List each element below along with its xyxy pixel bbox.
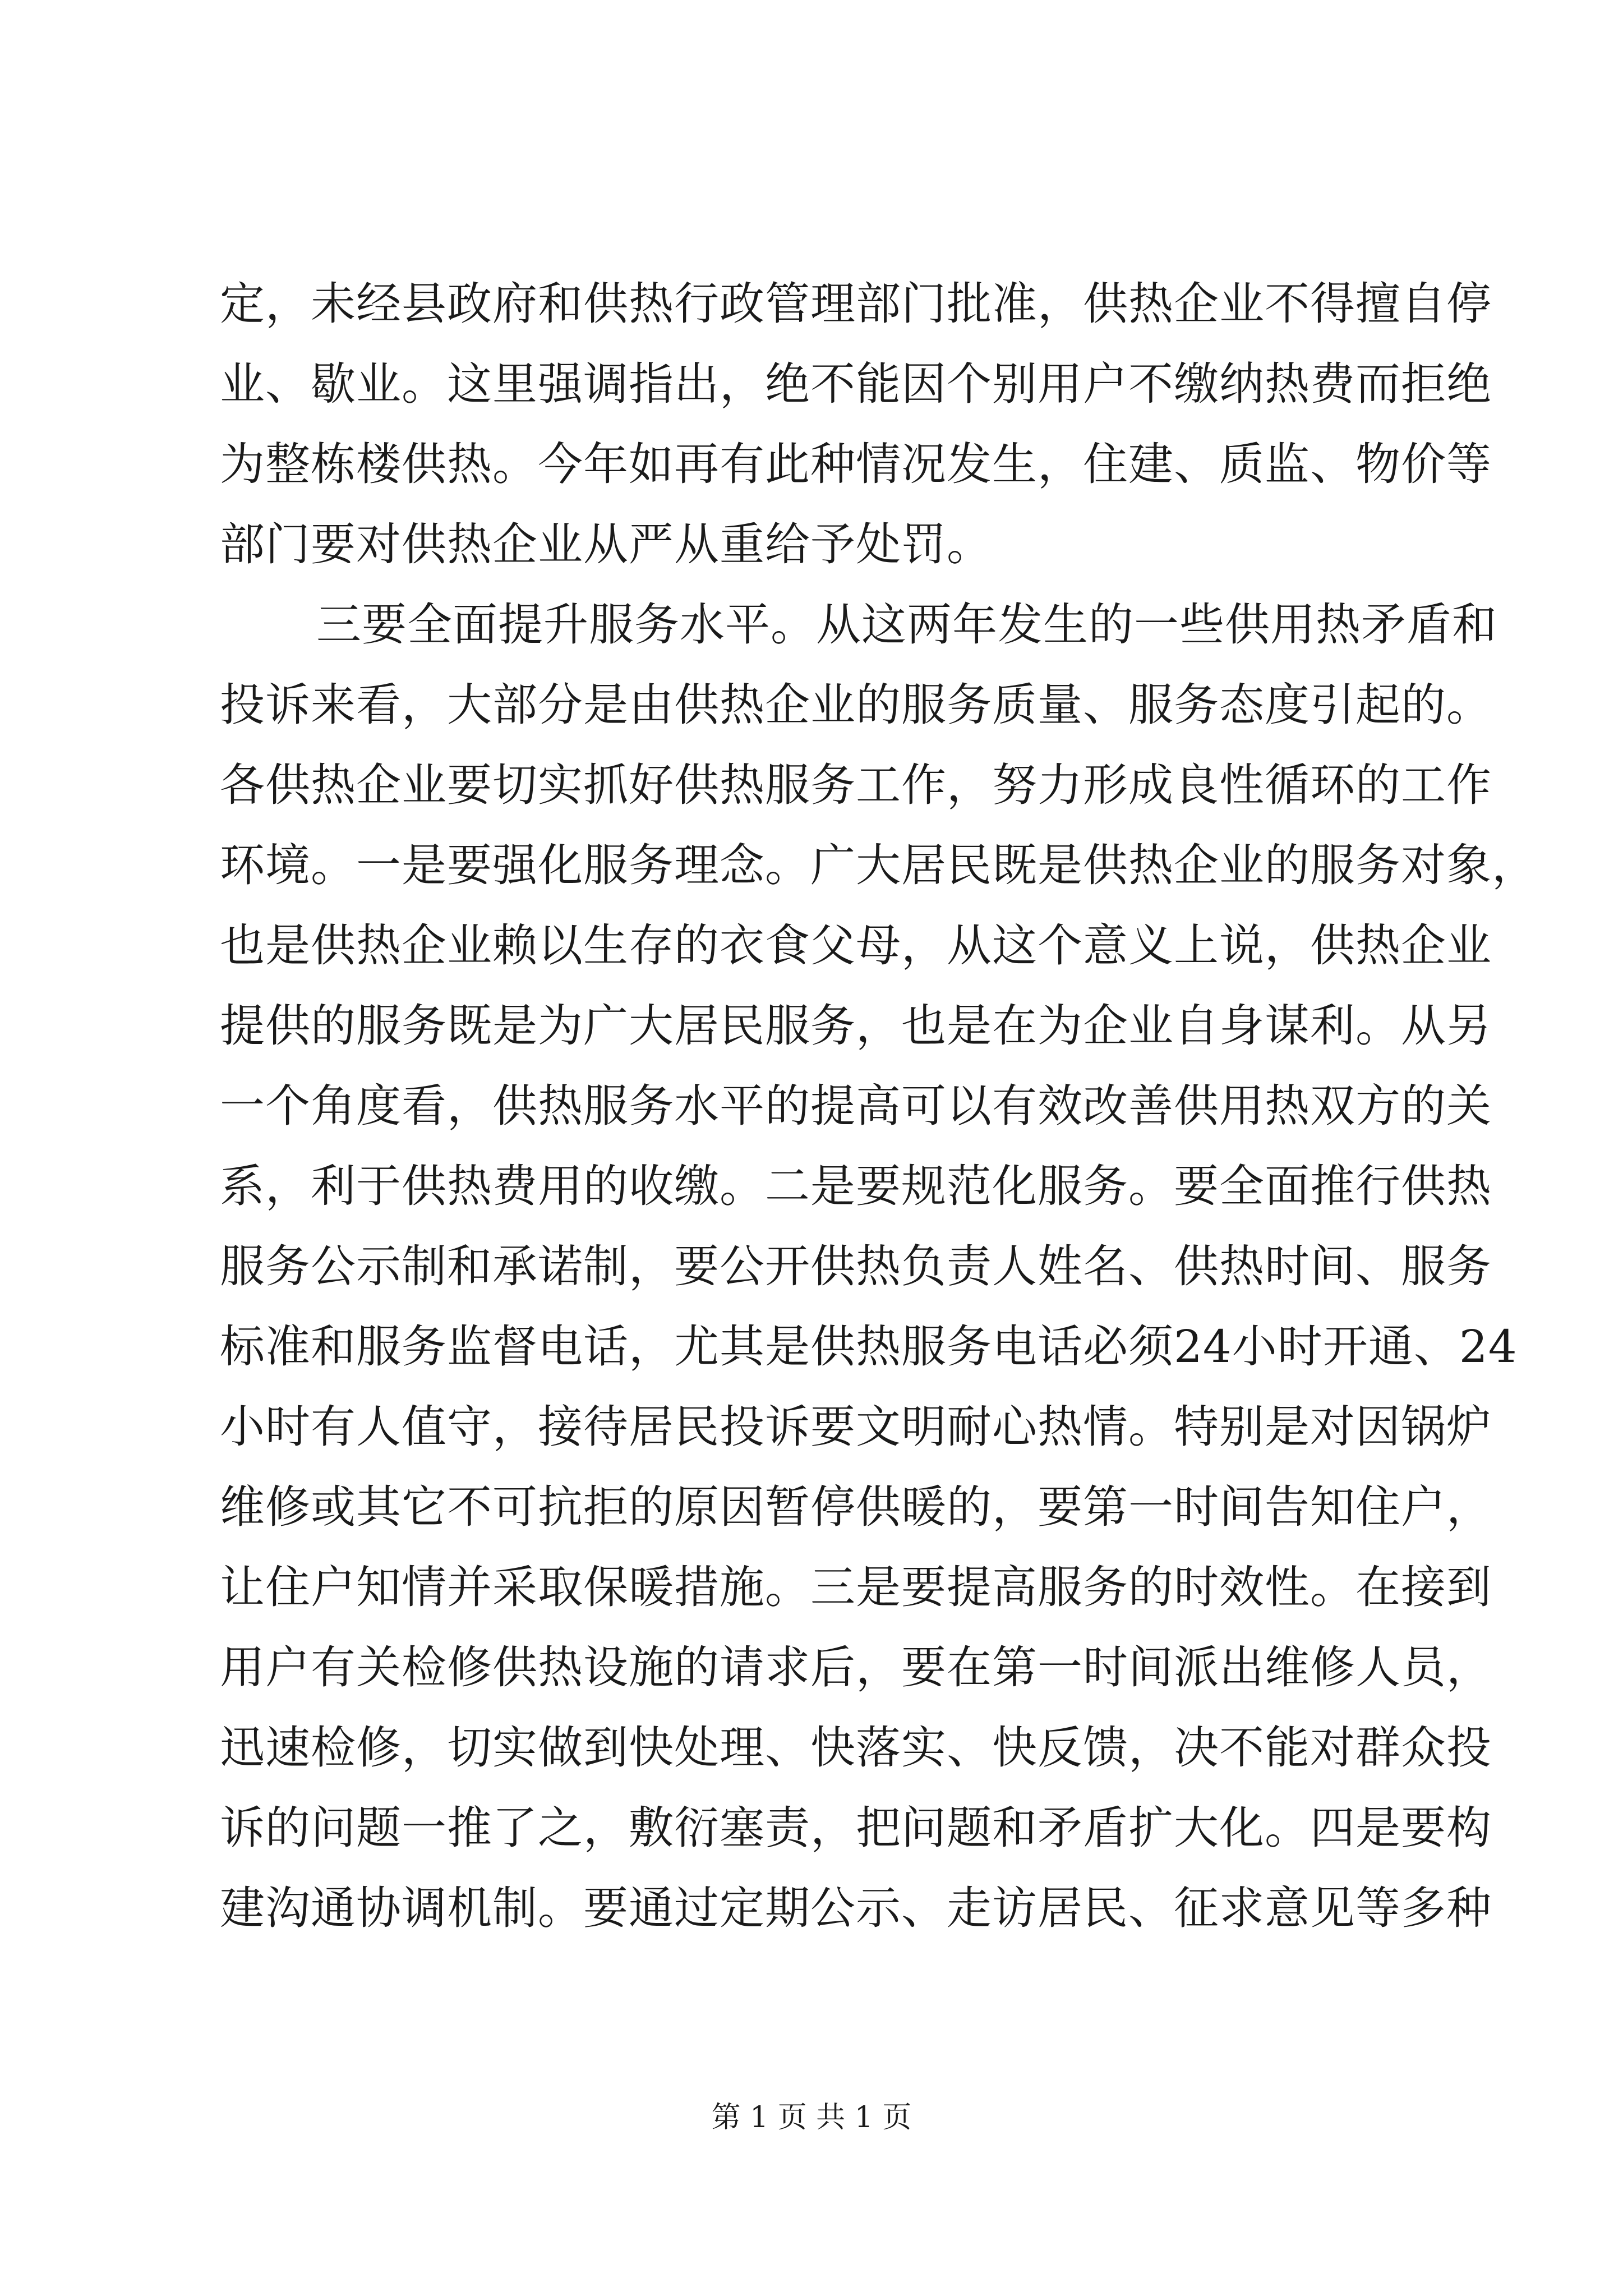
text-line: 小时有人值守，接待居民投诉要文明耐心热情。特别是对因锅炉 xyxy=(220,1401,1492,1453)
text-line: 建沟通协调机制。要通过定期公示、走访居民、征求意见等多种 xyxy=(220,1882,1492,1934)
text-line: 维修或其它不可抗拒的原因暂停供暖的，要第一时间告知住户， xyxy=(220,1481,1492,1533)
text-line: 也是供热企业赖以生存的衣食父母，从这个意义上说，供热企业 xyxy=(220,919,1492,972)
text-line: 投诉来看，大部分是由供热企业的服务质量、服务态度引起的。 xyxy=(220,679,1492,731)
text-line: 部门要对供热企业从严从重给予处罚。 xyxy=(220,518,992,570)
document-body xyxy=(220,264,1537,1948)
text-line: 为整栋楼供热。今年如再有此种情况发生，住建、质监、物价等 xyxy=(220,438,1492,490)
text-line: 用户有关检修供热设施的请求后，要在第一时间派出维修人员， xyxy=(220,1641,1492,1694)
paragraph-start-line: 三要全面提升服务水平。从这两年发生的一些供用热矛盾和 xyxy=(316,599,1497,651)
page-footer xyxy=(0,2098,1623,2137)
text-line: 服务公示制和承诺制，要公开供热负责人姓名、供热时间、服务 xyxy=(220,1240,1492,1292)
text-line: 系，利于供热费用的收缴。二是要规范化服务。要全面推行供热 xyxy=(220,1160,1492,1212)
text-line: 让住户知情并采取保暖措施。三是要提高服务的时效性。在接到 xyxy=(220,1561,1492,1613)
text-line: 定，未经县政府和供热行政管理部门批准，供热企业不得擅自停 xyxy=(220,278,1492,330)
text-line: 各供热企业要切实抓好供热服务工作，努力形成良性循环的工作 xyxy=(220,759,1492,811)
text-line: 诉的问题一推了之，敷衍塞责，把问题和矛盾扩大化。四是要构 xyxy=(220,1802,1492,1854)
text-line: 业、歇业。这里强调指出，绝不能因个别用户不缴纳热费而拒绝 xyxy=(220,358,1492,410)
text-line: 迅速检修，切实做到快处理、快落实、快反馈，决不能对群众投 xyxy=(220,1722,1492,1774)
text-line: 环境。一是要强化服务理念。广大居民既是供热企业的服务对象， xyxy=(220,839,1537,891)
text-line: 一个角度看，供热服务水平的提高可以有效改善供用热双方的关 xyxy=(220,1080,1492,1132)
text-line: 标准和服务监督电话，尤其是供热服务电话必须24小时开通、24 xyxy=(220,1320,1518,1373)
page-number-label: 第 1 页 共 1 页 xyxy=(711,2101,912,2134)
text-line: 提供的服务既是为广大居民服务，也是在为企业自身谋利。从另 xyxy=(220,1000,1492,1052)
